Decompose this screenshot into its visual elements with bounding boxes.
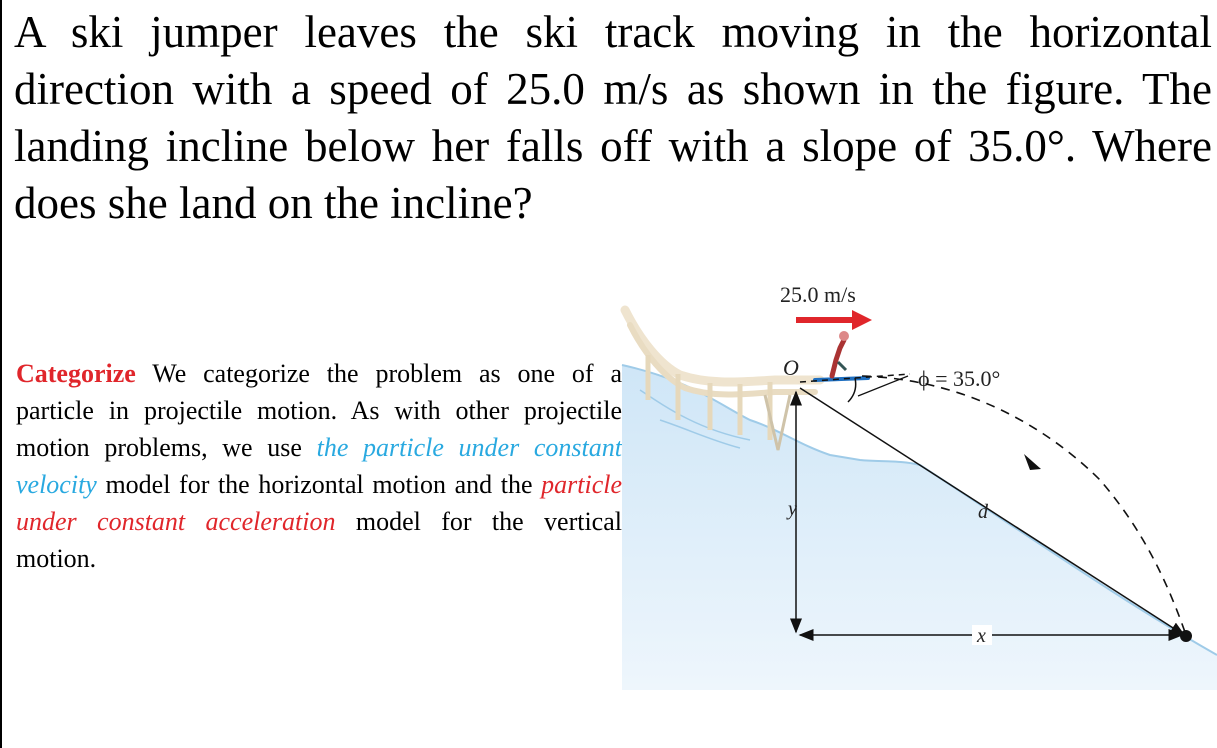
x-label: x bbox=[977, 625, 986, 647]
categorize-text-3: model for the vertical motion. bbox=[16, 507, 622, 573]
categorize-paragraph bbox=[16, 355, 622, 577]
question-text: A ski jumper leaves the ski track moving in the horizontal direction with a speed of 25.0 m/s as shown in the figure. The landing incline below her falls off with a slope of 35.0°. Where does she land on the incline? bbox=[14, 7, 1212, 228]
categorize-text-1: We categorize the problem as one of a particle in projectile motion. As with other projectile motion problems, we use bbox=[16, 359, 622, 462]
angle-label: ϕ = 35.0° bbox=[918, 366, 1001, 391]
speed-label: 25.0 m/s bbox=[780, 282, 856, 307]
landing-point bbox=[1180, 630, 1192, 642]
angle-arc bbox=[848, 378, 856, 402]
trajectory-arrowhead bbox=[1024, 454, 1041, 470]
ski-jump-diagram bbox=[600, 270, 1217, 690]
categorize-heading: Categorize bbox=[16, 359, 136, 388]
y-label: y bbox=[788, 498, 797, 520]
model-constant-velocity: the particle under constant velocity bbox=[16, 433, 622, 499]
categorize-text-2: model for the horizontal motion and the bbox=[96, 470, 542, 499]
left-border bbox=[0, 0, 2, 748]
ski-jump-figure bbox=[600, 270, 1217, 690]
model-constant-acceleration: particle under constant acceleration bbox=[16, 470, 622, 536]
ski-jumper bbox=[815, 331, 868, 380]
d-label: d bbox=[978, 501, 988, 523]
velocity-arrow bbox=[796, 310, 872, 330]
origin-label: O bbox=[783, 355, 799, 380]
